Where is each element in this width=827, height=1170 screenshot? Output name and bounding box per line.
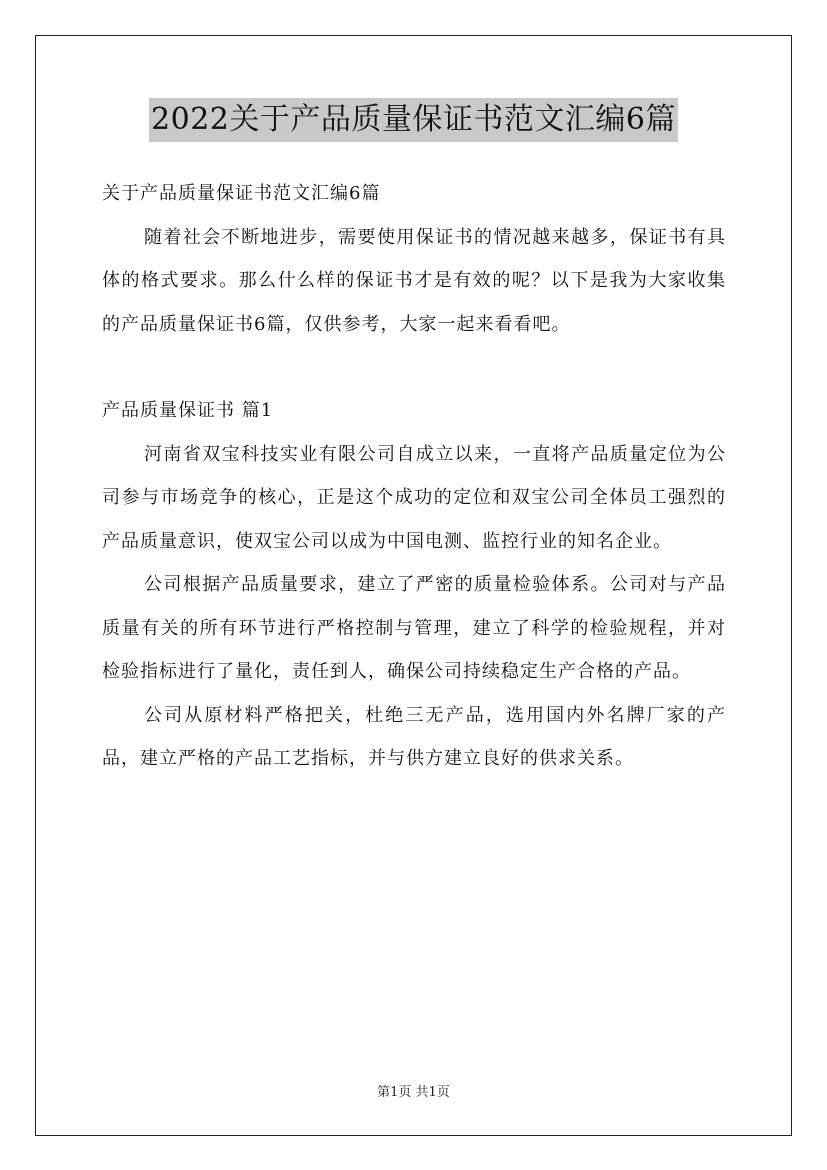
document-title-block: [0, 98, 827, 142]
document-title: 2022关于产品质量保证书范文汇编6篇: [149, 98, 678, 142]
intro-paragraph: 随着社会不断地进步，需要使用保证书的情况越来越多，保证书有具体的格式要求。那么什么样的保证书才是有效的呢？以下是我为大家收集的产品质量保证书6篇，仅供参考，大家一起来看看吧。: [102, 226, 726, 335]
section-spacer: [102, 346, 726, 389]
section-heading: 产品质量保证书 篇1: [102, 400, 274, 421]
section-paragraph-1: 河南省双宝科技实业有限公司自成立以来，一直将产品质量定位为公司参与市场竞争的核心，正是这个成功的定位和双宝公司全体员工强烈的产品质量意识，使双宝公司以成为中国电测、监控行业的知名企业。: [102, 443, 726, 552]
page-number: 第1页 共1页: [377, 1085, 450, 1100]
section-paragraph-3: 公司从原材料严格把关，杜绝三无产品，选用国内外名牌厂家的产品，建立严格的产品工艺指标，并与供方建立良好的供求关系。: [102, 704, 726, 769]
document-subtitle: 关于产品质量保证书范文汇编6篇: [102, 183, 381, 204]
section-paragraph-2: 公司根据产品质量要求，建立了严密的质量检验体系。公司对与产品质量有关的所有环节进行严格控制与管理，建立了科学的检验规程，并对检验指标进行了量化，责任到人，确保公司持续稳定生产合格的产品。: [102, 574, 726, 682]
document-body: [102, 172, 726, 781]
